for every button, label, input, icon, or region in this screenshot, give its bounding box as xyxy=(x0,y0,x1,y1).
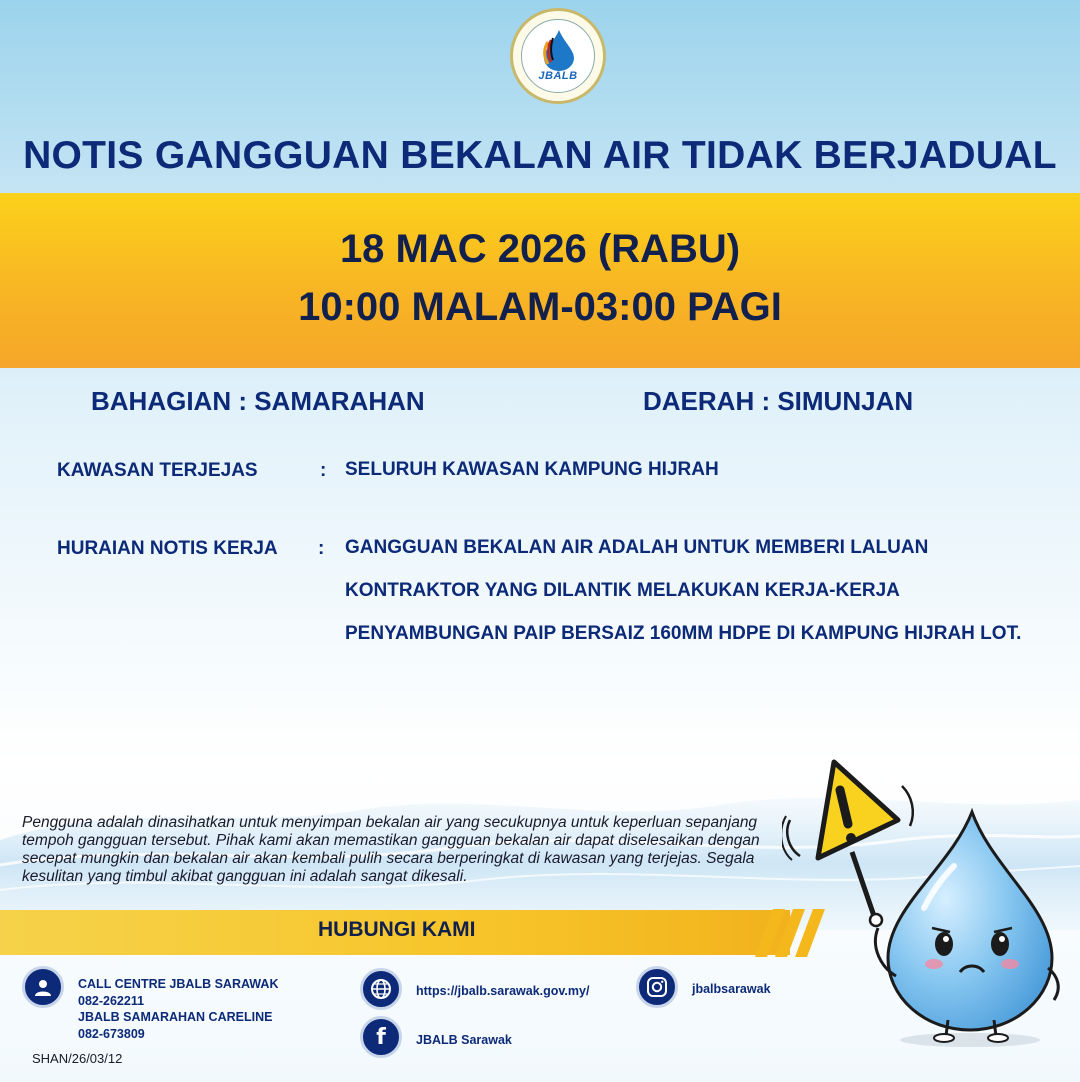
contact-heading: HUBUNGI KAMI xyxy=(318,918,476,941)
call-centre-block xyxy=(78,976,278,1042)
instagram-icon xyxy=(636,966,678,1008)
division-label: BAHAGIAN : SAMARAHAN xyxy=(91,386,425,416)
affected-area-value: SELURUH KAWASAN KAMPUNG HIJRAH xyxy=(345,459,719,480)
logo-text: JBALB xyxy=(538,70,578,82)
call-centre-phone[interactable]: 082-262211 xyxy=(78,993,145,1008)
affected-area-colon: : xyxy=(320,460,327,481)
website-link[interactable]: https://jbalb.sarawak.gov.my/ xyxy=(416,984,590,998)
facebook-link[interactable]: JBALB Sarawak xyxy=(416,1033,512,1047)
jbalb-logo xyxy=(510,8,606,104)
notice-title: NOTIS GANGGUAN BEKALAN AIR TIDAK BERJADUAL xyxy=(23,134,1057,177)
instagram-link[interactable]: jbalbsarawak xyxy=(692,982,771,996)
work-description-value: GANGGUAN BEKALAN AIR ADALAH UNTUK MEMBERI LALUAN KONTRAKTOR YANG DILANTIK MELAKUKAN KERJA-KERJA PENYAMBUNGAN PAIP BERSAIZ 160MM HDPE DI KAMPUNG HIJRAH LOT. xyxy=(345,537,1022,644)
careline-label: JBALB SAMARAHAN CARELINE xyxy=(78,1010,273,1024)
advice-paragraph: Pengguna adalah dinasihatkan untuk menyimpan bekalan air yang secukupnya untuk keperluan sepanjang tempoh gangguan tersebut. Pihak kami akan memastikan gangguan bekalan air dapat diselesaikan dengan secepat mungkin dan bekalan air akan kembali pulih secara berperingkat di kawasan yang terjejas. Segala kesulitan yang timbul akibat gangguan ini adalah sangat dikesali. xyxy=(22,814,760,885)
globe-icon xyxy=(360,968,402,1010)
facebook-icon: f xyxy=(360,1016,402,1058)
water-drop-icon xyxy=(540,28,578,72)
work-description-label: HURAIAN NOTIS KERJA xyxy=(57,538,278,559)
schedule-time: 10:00 MALAM-03:00 PAGI xyxy=(298,285,782,329)
water-drop-mascot xyxy=(862,808,1062,1048)
reference-code: SHAN/26/03/12 xyxy=(32,1051,123,1066)
affected-area-label: KAWASAN TERJEJAS xyxy=(57,460,258,481)
schedule-date: 18 MAC 2026 (RABU) xyxy=(339,227,741,271)
user-icon xyxy=(22,966,64,1008)
call-centre-label: CALL CENTRE JBALB SARAWAK xyxy=(78,977,279,991)
schedule-band xyxy=(0,193,1080,368)
work-description-colon: : xyxy=(318,538,325,559)
careline-phone[interactable]: 082-673809 xyxy=(78,1026,145,1041)
district-label: DAERAH : SIMUNJAN xyxy=(643,386,914,416)
